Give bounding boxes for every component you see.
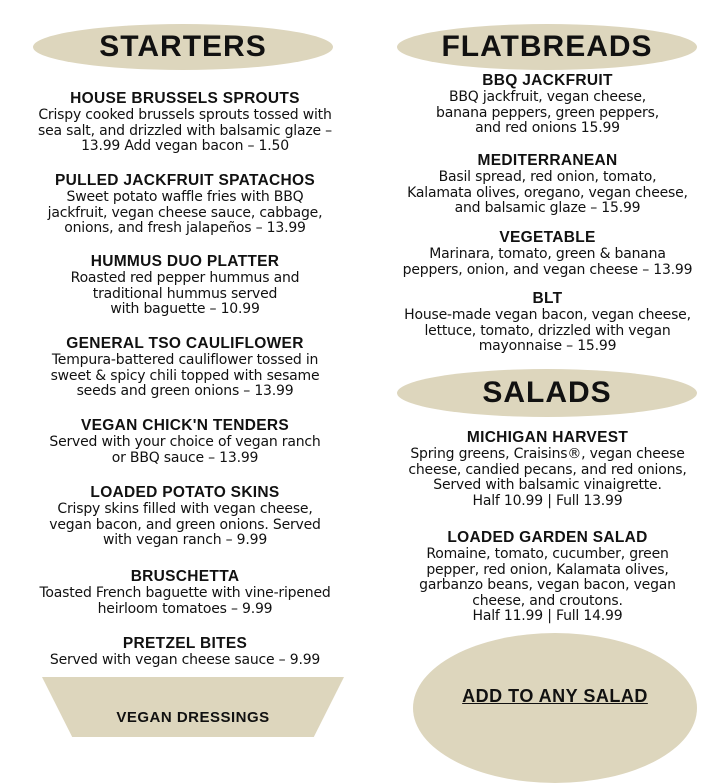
item-name: BRUSCHETTA bbox=[130, 568, 240, 585]
item-name: VEGETABLE bbox=[499, 229, 596, 246]
item-name: MEDITERRANEAN bbox=[477, 152, 618, 169]
starters-heading: STARTERS bbox=[33, 24, 333, 70]
item-description: Crispy cooked brussels sprouts tossed with sea salt, and drizzled with balsamic glaze – 13.99 Add vegan bacon – 1.50 bbox=[38, 107, 332, 154]
dressings-label: VEGAN DRESSINGS bbox=[116, 709, 270, 726]
item-name: VEGAN CHICK'N TENDERS bbox=[80, 417, 290, 434]
menu-item bbox=[380, 152, 715, 217]
menu-item bbox=[380, 529, 715, 625]
item-name: GENERAL TSO CAULIFLOWER bbox=[66, 335, 304, 352]
dressings-banner bbox=[42, 677, 344, 737]
item-description: BBQ jackfruit, vegan cheese, banana peppers, green peppers, and red onions 15.99 bbox=[436, 89, 659, 136]
item-description: Served with vegan cheese sauce – 9.99 bbox=[49, 652, 321, 668]
menu-item bbox=[380, 429, 715, 509]
item-name: LOADED GARDEN SALAD bbox=[447, 529, 648, 546]
item-name: BLT bbox=[532, 290, 563, 307]
item-description: Toasted French baguette with vine-ripened heirloom tomatoes – 9.99 bbox=[39, 585, 331, 617]
item-name: HOUSE BRUSSELS SPROUTS bbox=[70, 90, 300, 107]
item-description: Served with your choice of vegan ranch or BBQ sauce – 13.99 bbox=[49, 434, 321, 466]
menu-item bbox=[20, 90, 350, 155]
item-description: Basil spread, red onion, tomato, Kalamata olives, oregano, vegan cheese, and balsamic glaze – 15.99 bbox=[407, 169, 688, 216]
item-description: Marinara, tomato, green & banana peppers, onion, and vegan cheese – 13.99 bbox=[402, 246, 693, 278]
item-name: LOADED POTATO SKINS bbox=[90, 484, 280, 501]
menu-item bbox=[380, 229, 715, 278]
salads-heading: SALADS bbox=[397, 369, 697, 417]
item-description: Tempura-battered cauliflower tossed in sweet & spicy chili topped with sesame seeds and green onions – 13.99 bbox=[50, 352, 320, 399]
item-name: PRETZEL BITES bbox=[122, 635, 248, 652]
item-description: House-made vegan bacon, vegan cheese, lettuce, tomato, drizzled with vegan mayonnaise – 15.99 bbox=[404, 307, 691, 354]
item-description: Roasted red pepper hummus and traditional hummus served with baguette – 10.99 bbox=[70, 270, 300, 317]
menu-item bbox=[380, 290, 715, 355]
item-name: HUMMUS DUO PLATTER bbox=[90, 253, 280, 270]
menu-item bbox=[20, 635, 350, 669]
menu-item bbox=[20, 417, 350, 466]
menu-item bbox=[20, 172, 350, 237]
item-description: Spring greens, Craisins®, vegan cheese cheese, candied pecans, and red onions, Served with balsamic vinaigrette. Half 10.99 | Full 13.99 bbox=[408, 446, 687, 509]
add-to-salad-badge bbox=[413, 633, 697, 783]
menu-item bbox=[20, 568, 350, 617]
item-description: Crispy skins filled with vegan cheese, vegan bacon, and green onions. Served with vegan ranch – 9.99 bbox=[49, 501, 321, 548]
menu-item bbox=[380, 72, 715, 137]
item-description: Romaine, tomato, cucumber, green pepper, red onion, Kalamata olives, garbanzo beans, vegan bacon, vegan cheese, and croutons. Half 11.99 | Full 14.99 bbox=[419, 546, 676, 624]
menu-item bbox=[20, 253, 350, 318]
item-description: Sweet potato waffle fries with BBQ jackfruit, vegan cheese sauce, cabbage, onions, and fresh jalapeños – 13.99 bbox=[47, 189, 323, 236]
item-name: BBQ JACKFRUIT bbox=[482, 72, 613, 89]
menu-item bbox=[20, 484, 350, 549]
add-to-salad-label: ADD TO ANY SALAD bbox=[462, 686, 648, 706]
item-name: MICHIGAN HARVEST bbox=[466, 429, 629, 446]
menu-item bbox=[20, 335, 350, 400]
item-name: PULLED JACKFRUIT SPATACHOS bbox=[54, 172, 316, 189]
flatbreads-heading: FLATBREADS bbox=[397, 24, 697, 70]
